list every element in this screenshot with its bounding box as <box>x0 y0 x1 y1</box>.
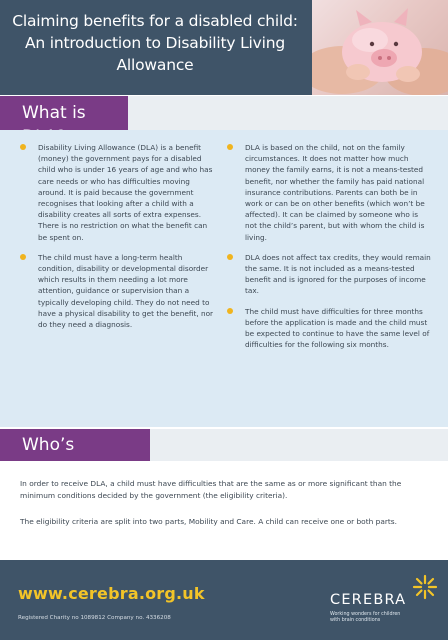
logo-name: CEREBRA <box>330 592 407 608</box>
list-item-text: Disability Living Allowance (DLA) is a benefit (money) the government pays for a disabled child who is under 16 years of age and who has care needs or who has difficulties moving around. It is paid because the government recognises that looking after a child with a disability creates all sorts of extra expenses. There is no restriction on what the benefit can be spent on. <box>38 143 213 242</box>
title-line-2: An introduction to Disability Living <box>24 34 285 52</box>
bullet-icon <box>20 144 26 150</box>
footer <box>0 560 448 640</box>
piggy-bank-photo <box>312 0 448 95</box>
cerebra-logo <box>330 574 440 634</box>
section-tab <box>0 429 150 479</box>
list-item <box>225 142 431 243</box>
section-title-who: Who’s eligible? <box>22 435 93 479</box>
section-title-what: What is <box>22 103 86 123</box>
bullet-icon <box>20 254 26 260</box>
list-item-text: DLA does not affect tax credits, they would remain the same. It is not included as a means-tested benefit and is ignored for the purposes of income tax. <box>245 252 431 296</box>
list-item <box>18 142 218 243</box>
logo-tagline-line-2: with brain conditions <box>330 618 381 623</box>
list-item <box>225 252 431 297</box>
header <box>0 0 448 95</box>
section-bar-who <box>0 429 448 479</box>
list-item <box>18 252 218 330</box>
eligibility-paragraph-2: The eligibility criteria are split into two parts, Mobility and Care. A child can receive one or both parts. <box>20 517 397 526</box>
section-bar-what <box>0 96 448 130</box>
list-item-text: The child must have a long-term health condition, disability or developmental disorder which results in them needing a lot more attention, guidance or supervision than a typically developing child. They do not need to have a physical disability to get the benefit, nor do they need a diagnosis. <box>38 252 214 330</box>
list-item <box>225 306 431 351</box>
charity-registration: Registered Charity no 1089812 Company no. 4336208 <box>18 615 171 621</box>
star-burst-icon <box>412 574 438 600</box>
bullet-icon <box>227 254 233 260</box>
what-right-column <box>225 142 431 359</box>
what-left-column <box>18 142 218 339</box>
bullet-icon <box>227 144 233 150</box>
bullet-icon <box>227 308 233 314</box>
eligibility-paragraph-1: In order to receive DLA, a child must have difficulties that are the same as or more significant than the minimum conditions decided by the government (the eligibility criteria). <box>20 479 402 500</box>
list-item-text: DLA is based on the child, not on the family circumstances. It does not matter how much money the family earns, it is not a means-tested benefit, nor whether the family has paid national insurance contributions. Parents can both be in work or can be on other benefits (which won’t be affected). It can be claimed by someone who is not the child’s parent, but with whom the child is living. <box>245 143 425 242</box>
logo-tagline <box>330 612 420 624</box>
title-line-3: Allowance <box>116 56 194 74</box>
section-tab <box>0 96 128 130</box>
list-item-text: The child must have difficulties for three months before the application is made and the child must be expected to continue to have the same level of difficulties for the following six months. <box>245 306 430 350</box>
website-link[interactable]: www.cerebra.org.uk <box>18 584 205 603</box>
title-line-1: Claiming benefits for a disabled child: <box>12 12 298 30</box>
document-title <box>0 10 310 76</box>
logo-tagline-line-1: Working wonders for children <box>330 612 401 617</box>
